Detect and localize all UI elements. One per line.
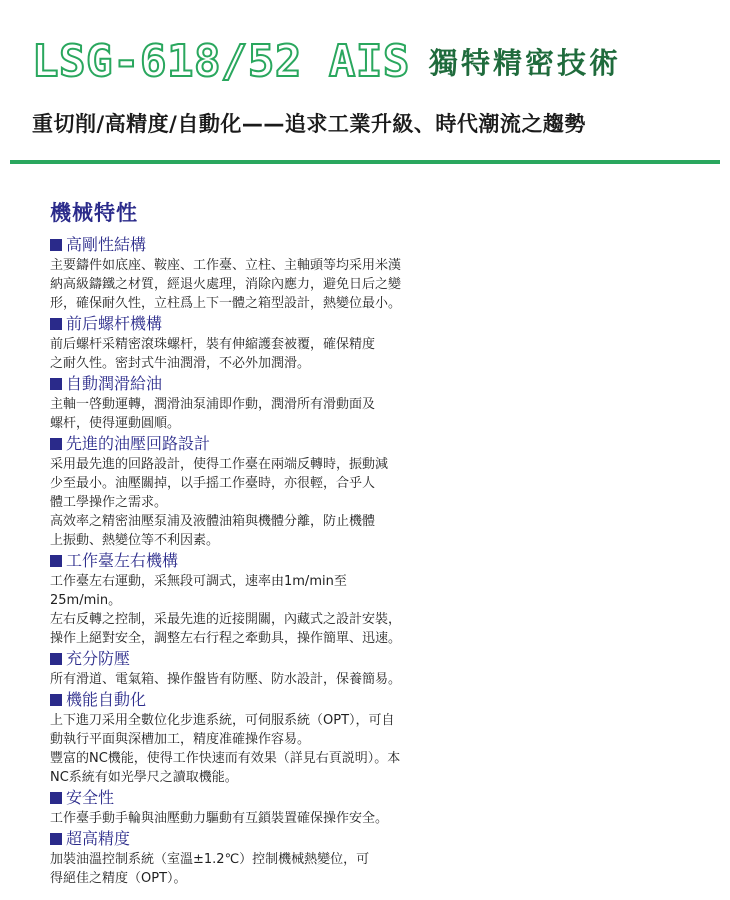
- feature-title-text: 工作臺左右機構: [66, 551, 179, 570]
- feature-title-text: 安全性: [66, 788, 115, 807]
- subtitle: 重切削/高精度/自動化——追求工業升級、時代潮流之趨勢: [32, 112, 586, 136]
- feature-description-line: 主要鑄件如底座、鞍座、工作臺、立柱、主軸頭等均采用米漢: [50, 258, 402, 273]
- feature-description-line: 工作臺手動手輪與油壓動力驅動有互鎖裝置確保操作安全。: [50, 811, 389, 826]
- feature-description-line: 前后螺杆采精密滾珠螺杆，裝有伸縮護套被覆，確保精度: [50, 337, 376, 352]
- square-bullet-icon: [50, 239, 62, 251]
- tagline: 獨特精密技術: [428, 46, 621, 80]
- feature-title: [50, 648, 500, 670]
- feature-description-line: 工作臺左右運動，采無段可調式，速率由1m/min至: [50, 574, 347, 589]
- feature-item: [50, 373, 500, 433]
- feature-title: [50, 373, 500, 395]
- feature-description: [50, 670, 500, 689]
- header-title-row: [32, 36, 621, 98]
- feature-description-line: 體工學操作之需求。: [50, 495, 168, 510]
- feature-description-line: 形，確保耐久性，立柱爲上下一體之箱型設計，熱變位最小。: [50, 296, 402, 311]
- feature-description-line: 豐富的NC機能，使得工作快速而有效果（詳見右頁説明）。本: [50, 751, 401, 766]
- feature-title: [50, 234, 500, 256]
- feature-description-line: 主軸一啓動運轉，潤滑油泵浦即作動，潤滑所有滑動面及: [50, 397, 376, 412]
- feature-title-text: 機能自動化: [66, 690, 147, 709]
- feature-description-line: NC系統有如光學尺之讀取機能。: [50, 770, 238, 785]
- feature-item: [50, 313, 500, 373]
- feature-description: [50, 572, 500, 648]
- feature-title: [50, 828, 500, 850]
- square-bullet-icon: [50, 555, 62, 567]
- feature-item: [50, 550, 500, 648]
- features-content: [50, 196, 500, 888]
- model-title: LSG-618/52 AIS: [32, 36, 410, 87]
- feature-description: [50, 395, 500, 433]
- feature-item: [50, 828, 500, 888]
- feature-description-line: 少至最小。油壓關掉，以手摇工作臺時，亦很輕，合乎人: [50, 476, 376, 491]
- feature-description: [50, 809, 500, 828]
- feature-description: [50, 335, 500, 373]
- feature-title: [50, 550, 500, 572]
- feature-description-line: 螺杆，使得運動圓順。: [50, 416, 181, 431]
- feature-description-line: 上振動、熱變位等不利因素。: [50, 533, 220, 548]
- feature-title-text: 自動潤滑給油: [66, 374, 163, 393]
- feature-description-line: 操作上絕對安全，調整左右行程之牽動具，操作簡單、迅速。: [50, 631, 402, 646]
- feature-item: [50, 787, 500, 828]
- feature-description-line: 加裝油溫控制系統（室溫±1.2℃）控制機械熱變位，可: [50, 852, 370, 867]
- feature-title-text: 先進的油壓回路設計: [66, 434, 211, 453]
- feature-item: [50, 689, 500, 787]
- feature-item: [50, 433, 500, 550]
- feature-title: [50, 433, 500, 455]
- feature-description-line: 動執行平面與深槽加工，精度准確操作容易。: [50, 732, 311, 747]
- square-bullet-icon: [50, 653, 62, 665]
- section-title: 機械特性: [50, 201, 138, 225]
- feature-item: [50, 234, 500, 313]
- feature-description-line: 得絕佳之精度（OPT）。: [50, 871, 187, 886]
- feature-item: [50, 648, 500, 689]
- feature-description-line: 左右反轉之控制，采最先進的近接開關，內藏式之設計安裝，: [50, 612, 402, 627]
- feature-description-line: 所有滑道、電氣箱、操作盤皆有防壓、防水設計，保養簡易。: [50, 672, 402, 687]
- feature-description: [50, 711, 500, 787]
- feature-description-line: 采用最先進的回路設計，使得工作臺在兩端反轉時，振動減: [50, 457, 389, 472]
- feature-list: [50, 234, 500, 888]
- square-bullet-icon: [50, 378, 62, 390]
- square-bullet-icon: [50, 833, 62, 845]
- feature-description: [50, 850, 500, 888]
- feature-description-line: 高效率之精密油壓泵浦及液體油箱與機體分離，防止機體: [50, 514, 376, 529]
- feature-description: [50, 455, 500, 550]
- square-bullet-icon: [50, 438, 62, 450]
- header-divider: [10, 160, 720, 164]
- feature-title: [50, 787, 500, 809]
- feature-title: [50, 689, 500, 711]
- feature-description-line: 25m/min。: [50, 593, 122, 608]
- feature-title-text: 充分防壓: [66, 649, 131, 668]
- square-bullet-icon: [50, 318, 62, 330]
- feature-title-text: 前后螺杆機構: [66, 314, 163, 333]
- feature-description-line: 上下進刀采用全數位化步進系統，可伺服系統（OPT），可自: [50, 713, 395, 728]
- feature-title-text: 超高精度: [66, 829, 131, 848]
- feature-title: [50, 313, 500, 335]
- feature-description-line: 納高級鑄鐵之材質，經退火處理，消除內應力，避免日后之變: [50, 277, 402, 292]
- square-bullet-icon: [50, 694, 62, 706]
- feature-description: [50, 256, 500, 313]
- feature-title-text: 高剛性結構: [66, 235, 147, 254]
- feature-description-line: 之耐久性。密封式牛油潤滑，不必外加潤滑。: [50, 356, 311, 371]
- square-bullet-icon: [50, 792, 62, 804]
